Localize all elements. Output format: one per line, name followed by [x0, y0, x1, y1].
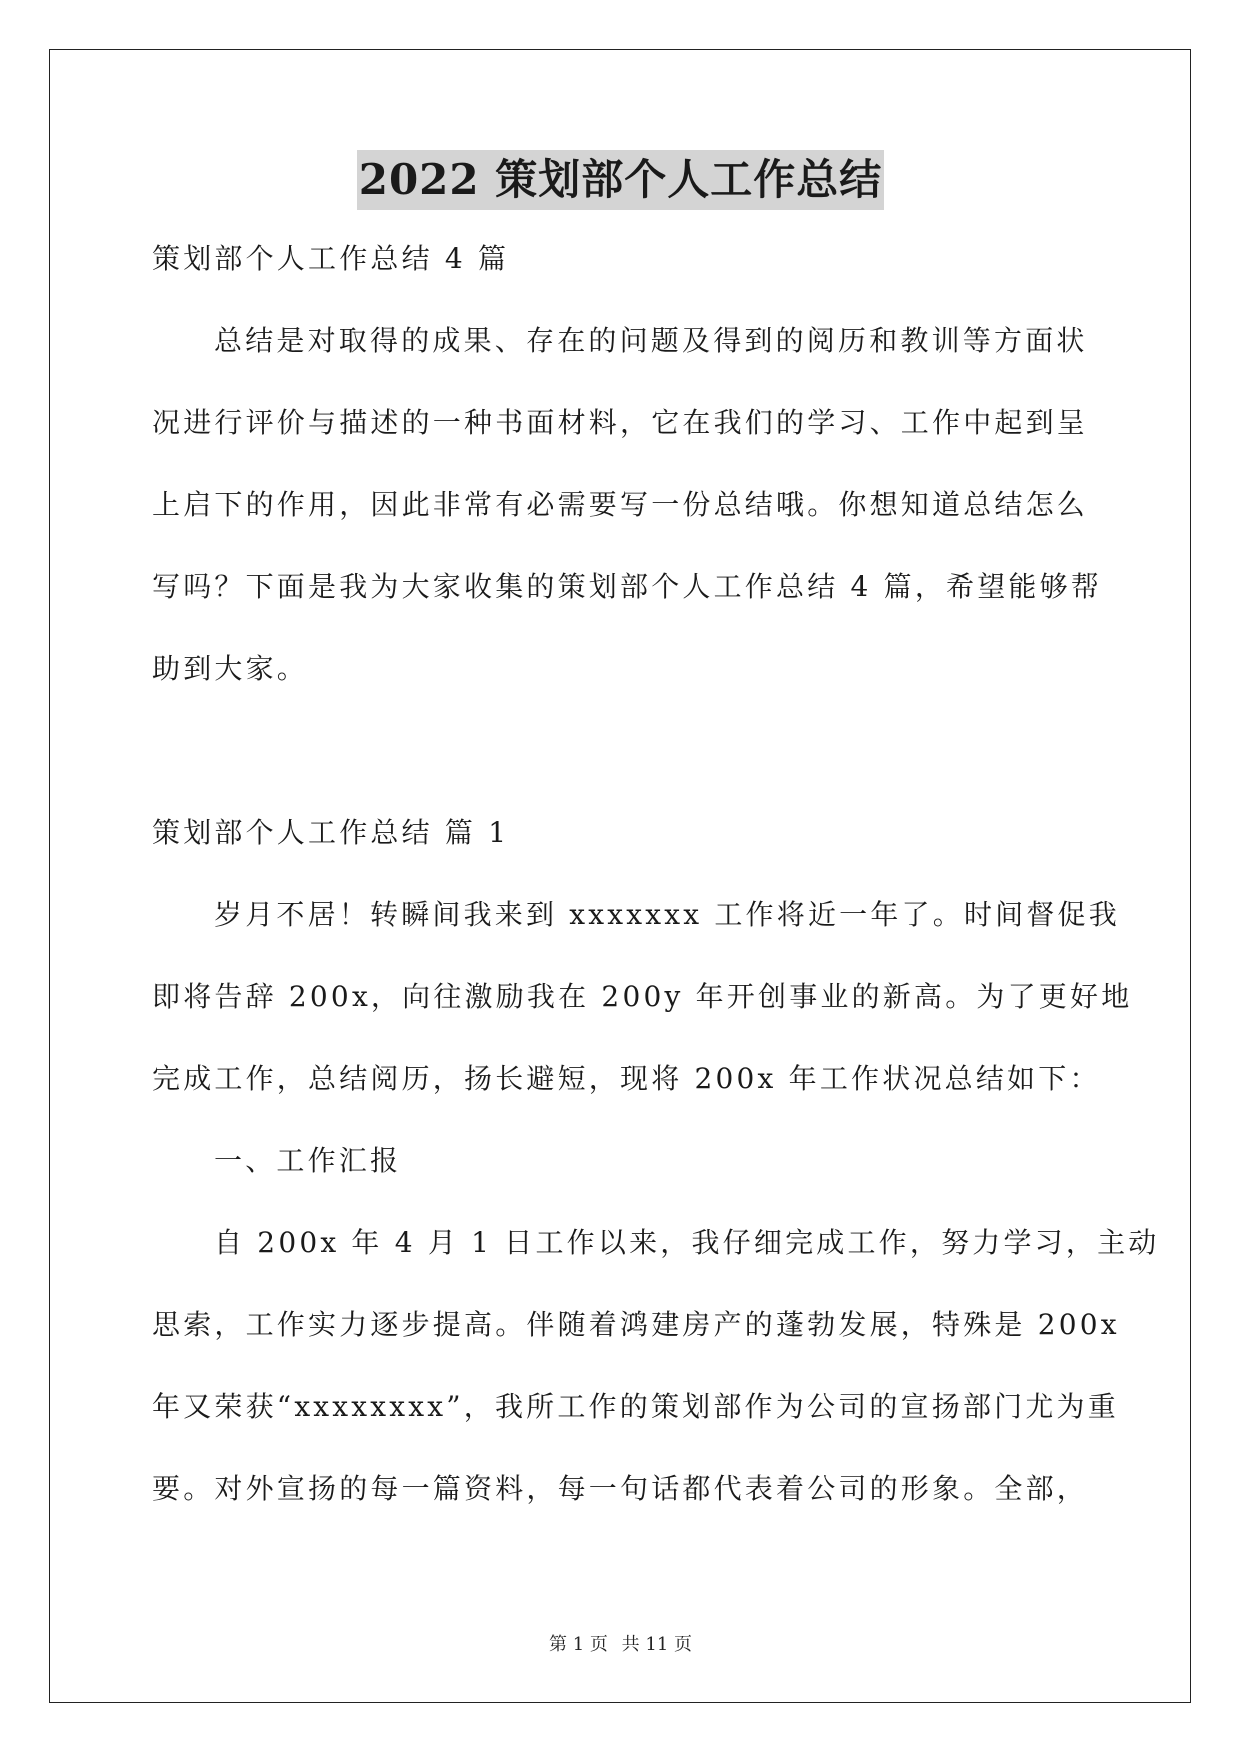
intro-line: 写吗？下面是我为大家收集的策划部个人工作总结 4 篇，希望能够帮 — [152, 570, 1103, 603]
paragraph-line: 思索，工作实力逐步提高。伴随着鸿建房产的蓬勃发展，特殊是 200x — [152, 1308, 1120, 1341]
intro-line: 总结是对取得的成果、存在的问题及得到的阅历和教训等方面状 — [214, 324, 1088, 357]
page-number: 第 1 页 — [549, 1634, 608, 1655]
paragraph-line: 年又荣获“xxxxxxxx”，我所工作的策划部作为公司的宣扬部门尤为重 — [152, 1390, 1119, 1423]
title-block — [0, 150, 1241, 210]
intro-line: 况进行评价与描述的一种书面材料，它在我们的学习、工作中起到呈 — [152, 406, 1089, 439]
intro-line: 助到大家。 — [152, 652, 309, 685]
document-subtitle: 策划部个人工作总结 4 篇 — [152, 242, 510, 275]
paragraph-line: 岁月不居！转瞬间我来到 xxxxxxx 工作将近一年了。时间督促我 — [214, 898, 1120, 931]
spacer — [152, 710, 1092, 792]
paragraph-line: 完成工作，总结阅历，扬长避短，现将 200x 年工作状况总结如下： — [152, 1062, 1101, 1095]
paragraph-line: 即将告辞 200x，向往激励我在 200y 年开创事业的新高。为了更好地 — [152, 980, 1133, 1013]
page-total: 共 11 页 — [621, 1634, 692, 1655]
section-heading: 策划部个人工作总结 篇 1 — [152, 816, 510, 849]
paragraph-line: 自 200x 年 4 月 1 日工作以来，我仔细完成工作，努力学习，主动 — [214, 1226, 1160, 1259]
paragraph-line: 要。对外宣扬的每一篇资料，每一句话都代表着公司的形象。全部， — [152, 1472, 1089, 1505]
page-footer — [0, 1630, 1241, 1656]
document-body — [152, 218, 1160, 1530]
intro-line: 上启下的作用，因此非常有必需要写一份总结哦。你想知道总结怎么 — [152, 488, 1089, 521]
subheading: 一、工作汇报 — [214, 1144, 402, 1177]
document-title: 2022 策划部个人工作总结 — [357, 150, 885, 210]
